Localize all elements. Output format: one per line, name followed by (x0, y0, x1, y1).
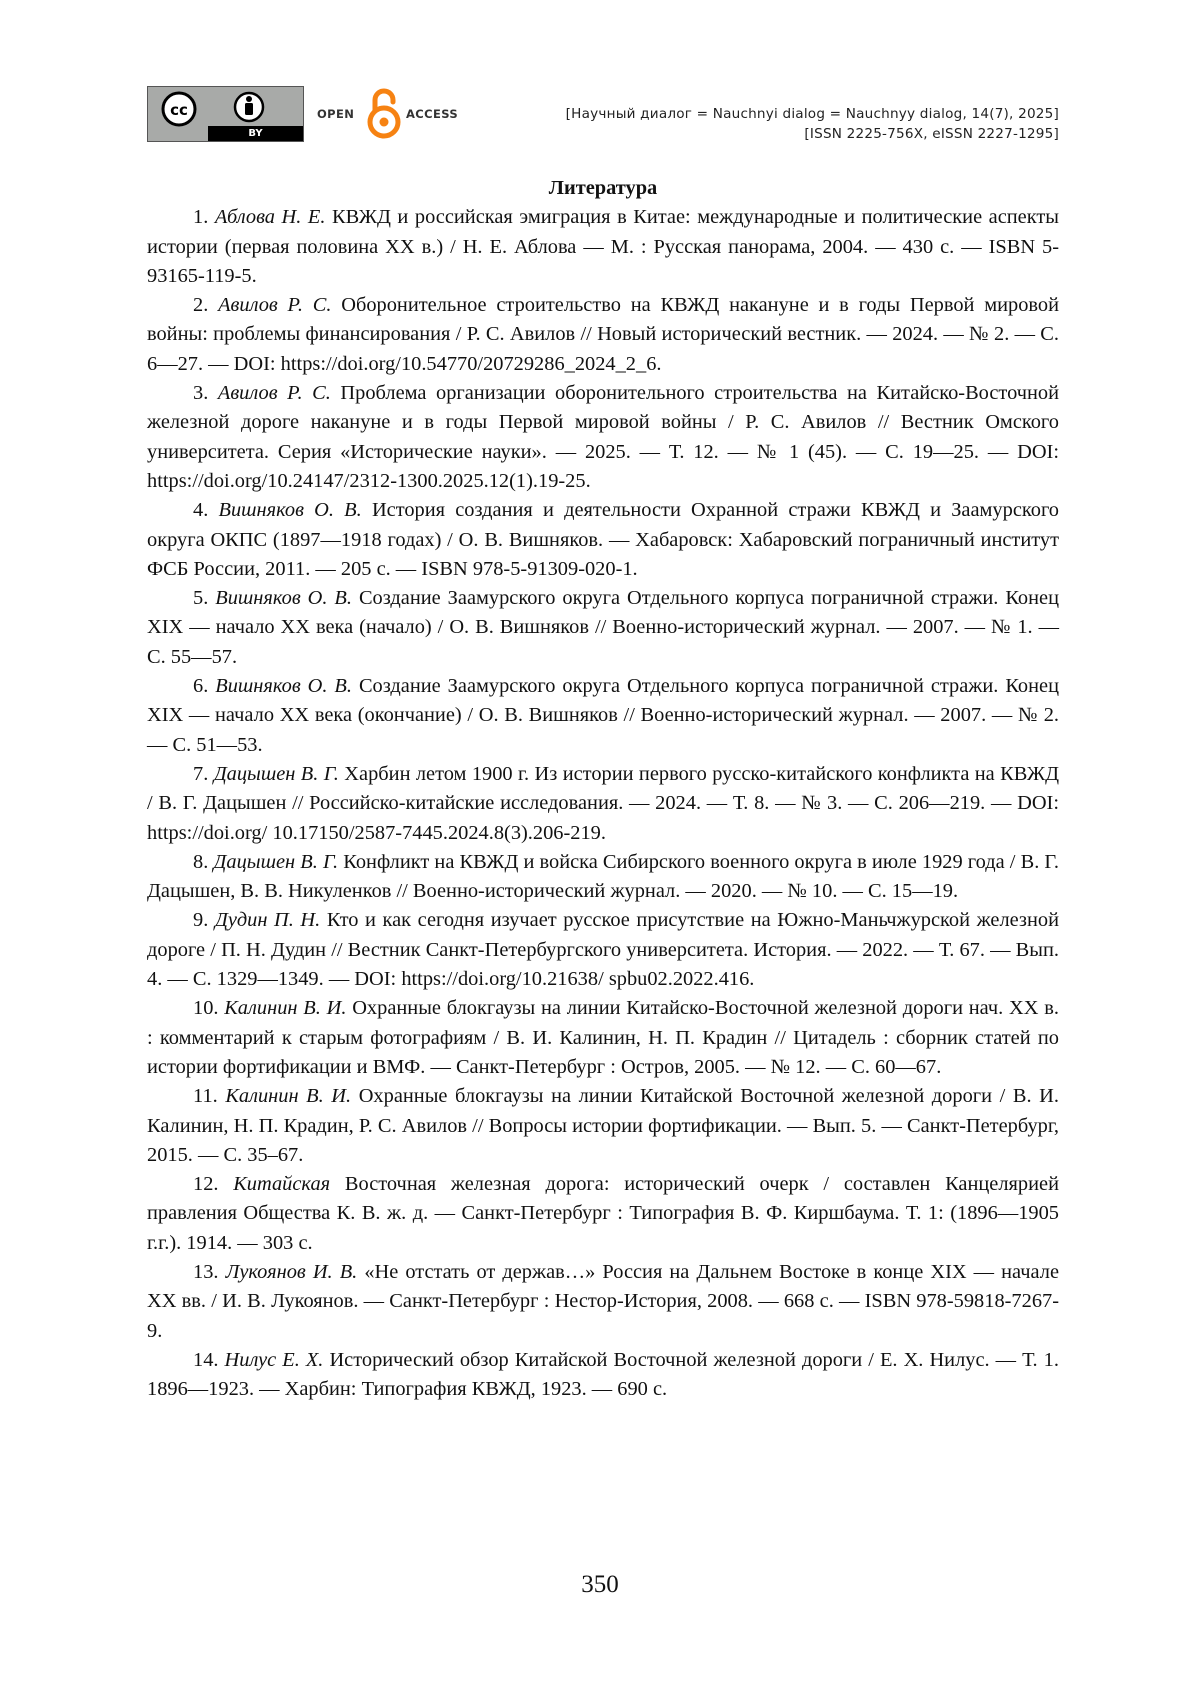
reference-number: 1. (193, 206, 215, 229)
reference-text: Харбин летом 1900 г. Из истории первого русско-китайского конфликта на КВЖД / В. Г. Дацышен // Российско-китайские исследования. — 2024. — Т. 8. — № 3. — С. 206—219. — DOI: https://doi.org/ 10.17150/2587-7445.2024.8(3).206-219. (147, 762, 1059, 844)
cc-by-icons (151, 90, 303, 128)
reference-item (147, 906, 1059, 994)
reference-author: Дудин П. Н. (214, 909, 321, 932)
reference-item (147, 1258, 1059, 1346)
reference-text: Исторический обзор Китайской Восточной железной дороги / Е. Х. Нилус. — Т. 1. 1896—1923. — Харбин: Типография КВЖД, 1923. — 690 с. (147, 1348, 1059, 1401)
reference-number: 11. (193, 1085, 226, 1108)
reference-author: Дацышен В. Г. (213, 762, 339, 785)
reference-author: Авилов Р. С. (218, 294, 332, 317)
reference-text: Восточная железная дорога: исторический очерк / составлен Канцелярией правления Общества К. В. ж. д. — Санкт-Петербург : Типография В. Ф. Киршбаума. Т. 1: (1896—1905 г.г.). 1914. — 303 с. (147, 1173, 1059, 1254)
reference-author: Авилов Р. С. (217, 382, 331, 405)
journal-issn-line: [ISSN 2225-756X, eISSN 2227-1295] (804, 126, 1059, 142)
reference-number: 4. (193, 499, 219, 522)
reference-text: КВЖД и российская эмиграция в Китае: международные и политические аспекты истории (первая половина XX в.) / Н. Е. Аблова — М. : Русская панорама, 2004. — 430 с. — ISBN 5-93165-119-5. (147, 206, 1059, 287)
open-lock-icon (365, 86, 403, 140)
reference-text: Кто и как сегодня изучает русское присутствие на Южно-Маньчжурской железной дороге / П. Н. Дудин // Вестник Санкт-Петербургского университета. История. — 2022. — Т. 67. — Вып. 4. — С. 1329—1349. — DOI: https://doi.org/10.21638/ spbu02.2022.416. (147, 909, 1060, 991)
reference-number: 9. (193, 909, 215, 932)
open-access-word-access: ACCESS (406, 107, 459, 121)
reference-text: Охранные блокгаузы на линии Китайской Восточной железной дороги / В. И. Калинин, Н. П. Крадин, Р. С. Авилов // Вопросы истории фортификации. — Вып. 5. — Санкт-Петербург, 2015. — С. 35–67. (147, 1085, 1059, 1166)
reference-author: Дацышен В. Г. (213, 850, 339, 873)
journal-citation (566, 104, 1059, 144)
journal-title-line: [Научный диалог = Nauchnyi dialog = Nauchnyy dialog, 14(7), 2025] (565, 106, 1059, 122)
reference-item (147, 584, 1059, 672)
reference-author: Лукоянов И. В. (225, 1260, 358, 1283)
reference-item (147, 496, 1059, 584)
reference-number: 10. (193, 997, 225, 1020)
page-header (147, 86, 1059, 146)
reference-text: Охранные блокгаузы на линии Китайско-Восточной железной дороги нач. XX в. : комментарий к старым фотографиям / В. И. Калинин, Н. П. Крадин // Цитадель : сборник статей по истории фортификации и ВМФ. — Санкт-Петербург : Остров, 2005. — № 12. — С. 60—67. (147, 997, 1059, 1078)
reference-text: «Не отстать от держав…» Россия на Дальнем Востоке в конце XIX — начале XX вв. / И. В. Лукоянов. — Санкт-Петербург : Нестор-История, 2008. — 668 с. — ISBN 978-59818-7267-9. (147, 1260, 1059, 1342)
reference-text: Конфликт на КВЖД и войска Сибирского военного округа в июле 1929 года / В. Г. Дацышен, В. В. Никуленков // Военно-исторический журнал. — 2020. — № 10. — С. 15—19. (147, 850, 1060, 903)
reference-number: 2. (193, 294, 219, 317)
reference-number: 6. (193, 675, 216, 698)
reference-number: 5. (193, 587, 216, 610)
open-access-logo[interactable] (317, 86, 462, 142)
reference-author: Вишняков О. В. (218, 499, 362, 522)
page-number: 350 (581, 1571, 619, 1598)
reference-text: Проблема организации оборонительного строительства на Китайско-Восточной железной дороге накануне и в годы Первой мировой войны / Р. С. Авилов // Вестник Омского университета. Серия «Исторические науки». — 2025. — Т. 12. — № 1 (45). — С. 19—25. — DOI: https://doi.org/10.24147/2312-1300.2025.12(1).19-25. (147, 382, 1060, 492)
reference-number: 8. (193, 850, 214, 873)
reference-item (147, 848, 1059, 907)
reference-author: Вишняков О. В. (215, 587, 352, 610)
references-section (147, 174, 1059, 1404)
reference-item (147, 291, 1059, 379)
reference-number: 3. (193, 382, 218, 405)
reference-number: 12. (193, 1173, 234, 1196)
reference-item (147, 203, 1059, 291)
reference-item (147, 1082, 1059, 1170)
reference-author: Нилус Е. Х. (224, 1348, 324, 1371)
reference-number: 13. (193, 1260, 226, 1283)
reference-text: Создание Заамурского округа Отдельного корпуса пограничной стражи. Конец XIX — начало XX века (окончание) / О. В. Вишняков // Военно-исторический журнал. — 2007. — № 2. — С. 51—53. (147, 675, 1059, 756)
reference-author: Калинин В. И. (224, 997, 347, 1020)
reference-text: Оборонительное строительство на КВЖД накануне и в годы Первой мировой войны: проблемы финансирования / Р. С. Авилов // Новый исторический вестник. — 2024. — № 2. — С. 6—27. — DOI: https://doi.org/10.54770/20729286_2024_2_6. (147, 294, 1060, 375)
svg-text:cc: cc (170, 101, 188, 119)
reference-item (147, 379, 1059, 496)
reference-item (147, 1346, 1059, 1405)
reference-number: 14. (193, 1348, 225, 1371)
reference-author: Вишняков О. В. (215, 675, 352, 698)
cc-by-license-badge[interactable] (147, 86, 304, 142)
reference-text: Создание Заамурского округа Отдельного корпуса пограничной стражи. Конец XIX — начало XX века (начало) / О. В. Вишняков // Военно-исторический журнал. — 2007. — № 1. — С. 55—57. (147, 587, 1059, 668)
reference-item (147, 1170, 1059, 1258)
section-title: Литература (548, 177, 658, 199)
reference-author: Китайская (233, 1173, 331, 1196)
reference-item (147, 760, 1059, 848)
reference-number: 7. (193, 762, 214, 785)
reference-item (147, 994, 1059, 1082)
reference-author: Аблова Н. Е. (214, 206, 326, 229)
reference-list (147, 203, 1059, 1404)
reference-item (147, 672, 1059, 760)
reference-text: История создания и деятельности Охранной стражи КВЖД и Заамурского округа ОКПС (1897—1918 годах) / О. В. Вишняков. — Хабаровск: Хабаровский пограничный институт ФСБ России, 2011. — 205 с. — ISBN 978-5-91309-020-1. (147, 499, 1059, 580)
reference-author: Калинин В. И. (225, 1085, 352, 1108)
license-by-label: BY (208, 126, 303, 141)
open-access-word-open: OPEN (317, 107, 355, 121)
